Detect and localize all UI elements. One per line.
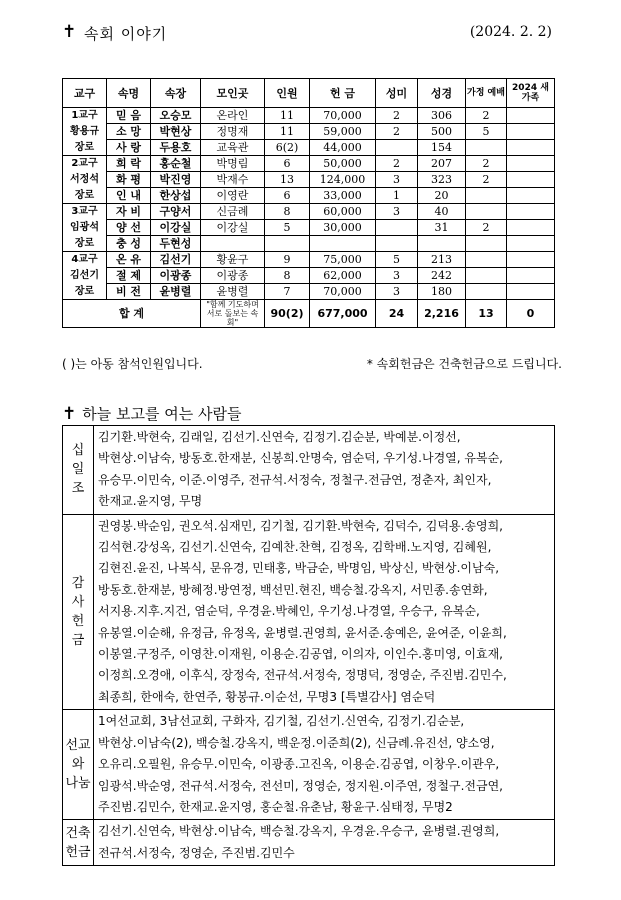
meeting-place-cell: 박명림 bbox=[201, 156, 265, 172]
meeting-place-cell: 신금례 bbox=[201, 204, 265, 220]
table-cell bbox=[507, 236, 555, 252]
donor-group-row bbox=[63, 820, 555, 866]
table-cell bbox=[507, 188, 555, 204]
donor-names-line: 한재교.윤지영, 무명 bbox=[98, 494, 203, 509]
table-cell: 11 bbox=[265, 108, 310, 124]
table-cell: 242 bbox=[418, 268, 466, 284]
donor-names-line: 김석현.강성옥, 김선기.신연숙, 김예찬.찬혁, 김정옥, 김학배.노지영, 김혜원, bbox=[98, 540, 492, 555]
offering-cell: 44,000 bbox=[310, 140, 376, 156]
table-cell: 180 bbox=[418, 284, 466, 300]
donor-names-line: 1여선교회, 3남선교회, 구화자, 김기철, 김선기.신연숙, 김정기.김순분, bbox=[98, 714, 465, 729]
col-header: 성경 bbox=[418, 79, 466, 108]
col-header: 교구 bbox=[63, 79, 107, 108]
table-cell: 6(2) bbox=[265, 140, 310, 156]
table-row bbox=[63, 188, 555, 204]
district-cell: 4교구 bbox=[63, 252, 107, 268]
donor-names-line: 박현상.이남숙, 방동호.한재분, 신봉희.안명숙, 염순덕, 우기성.나경열, 유복순, bbox=[98, 451, 503, 466]
table-row bbox=[63, 172, 555, 188]
table-cell bbox=[507, 124, 555, 140]
table-row bbox=[63, 124, 555, 140]
table-cell: 3 bbox=[376, 268, 418, 284]
table-row bbox=[63, 252, 555, 268]
donor-names bbox=[94, 820, 555, 866]
table-cell: 2 bbox=[376, 156, 418, 172]
group-name-cell: 온 유 bbox=[107, 252, 151, 268]
district-cell: 장로 bbox=[63, 284, 107, 300]
donor-names bbox=[94, 426, 555, 515]
table-row bbox=[63, 236, 555, 252]
leader-cell: 구양서 bbox=[151, 204, 201, 220]
cross-icon: ✝ bbox=[62, 404, 77, 424]
table-cell bbox=[507, 220, 555, 236]
category-label-part: 와 bbox=[71, 757, 85, 773]
category-label-part: 감 bbox=[71, 575, 85, 591]
table-cell bbox=[507, 172, 555, 188]
table-cell: 2 bbox=[466, 156, 507, 172]
table-cell: 20 bbox=[418, 188, 466, 204]
meeting-place-cell: 교육관 bbox=[201, 140, 265, 156]
section-title: 하늘 보고를 여는 사람들 bbox=[82, 405, 242, 423]
leader-cell: 한상섭 bbox=[151, 188, 201, 204]
donor-names-line: 권영봉.박순임, 권오석.심재민, 김기철, 김기환.박현숙, 김덕수, 김덕용.송영희, bbox=[98, 518, 503, 533]
donor-names-line: 서지용.지후.지건, 염순덕, 우경윤.박혜인, 우기성.나경열, 우승구, 유복순, bbox=[98, 604, 480, 619]
district-cell: 장로 bbox=[63, 188, 107, 204]
category-label-part: 금 bbox=[71, 632, 85, 648]
table-cell: 2 bbox=[466, 108, 507, 124]
table-header-row bbox=[63, 79, 555, 108]
table-cell: 6 bbox=[265, 156, 310, 172]
donor-group-row bbox=[63, 514, 555, 710]
group-name-cell: 인 내 bbox=[107, 188, 151, 204]
cross-icon: ✝ bbox=[62, 22, 77, 42]
page-title: 속회 이야기 bbox=[84, 25, 168, 43]
meeting-place-cell: 온라인 bbox=[201, 108, 265, 124]
donor-category-label bbox=[63, 426, 94, 515]
col-header: 인원 bbox=[265, 79, 310, 108]
table-cell bbox=[466, 140, 507, 156]
table-row bbox=[63, 156, 555, 172]
district-cell: 황용규 bbox=[63, 124, 107, 140]
meeting-place-cell: 박재수 bbox=[201, 172, 265, 188]
table-cell: 8 bbox=[265, 204, 310, 220]
category-label-part: 조 bbox=[71, 481, 85, 497]
donor-group-row bbox=[63, 710, 555, 820]
meeting-place-cell: 윤병렬 bbox=[201, 284, 265, 300]
offering-cell bbox=[310, 236, 376, 252]
group-name-cell: 자 비 bbox=[107, 204, 151, 220]
page-header bbox=[62, 22, 552, 46]
table-row bbox=[63, 220, 555, 236]
donor-names-line: 오유리.오필원, 유승무.이민숙, 이광종.고진옥, 이용순.김공엽, 이창우.이관우, bbox=[98, 757, 500, 772]
donor-names-line: 김현진.윤진, 나복식, 문유경, 민태홍, 박금순, 박명임, 박상신, 박현상.이남숙, bbox=[98, 561, 500, 576]
table-cell bbox=[466, 252, 507, 268]
table-cell bbox=[418, 236, 466, 252]
col-header: 가정 예배 bbox=[466, 79, 507, 108]
donor-names-line: 박현상.이남숙(2), 백승철.강옥지, 백운정.이준희(2), 신금례.유진선, 양소영, bbox=[98, 735, 495, 750]
offering-cell: 30,000 bbox=[310, 220, 376, 236]
table-cell bbox=[376, 236, 418, 252]
offering-cell: 70,000 bbox=[310, 284, 376, 300]
table-cell bbox=[507, 108, 555, 124]
donor-names-line: 김선기.신연숙, 박현상.이남숙, 백승철.강옥지, 우경윤.우승구, 윤병렬.권영희, bbox=[98, 824, 500, 839]
group-name-cell: 화 평 bbox=[107, 172, 151, 188]
donor-names-line: 임광석.박순영, 전규석.서정숙, 전선미, 정영순, 정지원.이주연, 정철구.전금연, bbox=[98, 778, 503, 793]
district-cell: 장로 bbox=[63, 236, 107, 252]
section-heading bbox=[62, 403, 241, 424]
table-cell: 2 bbox=[376, 124, 418, 140]
category-label-part: 선교 bbox=[65, 738, 91, 754]
table-cell: 9 bbox=[265, 252, 310, 268]
table-row bbox=[63, 108, 555, 124]
donor-names-line: 주진범.김민수, 한재교.윤지영, 홍순철.유춘남, 황윤구.심태정, 무명2 bbox=[98, 799, 453, 814]
table-cell bbox=[507, 140, 555, 156]
offering-cell: 60,000 bbox=[310, 204, 376, 220]
table-cell: 5 bbox=[466, 124, 507, 140]
donor-names-line: 전규석.서정숙, 정영순, 주진범.김민수 bbox=[98, 845, 295, 860]
table-cell: 31 bbox=[418, 220, 466, 236]
group-name-cell: 절 제 bbox=[107, 268, 151, 284]
table-row bbox=[63, 284, 555, 300]
table-cell: 3 bbox=[376, 284, 418, 300]
table-cell: 154 bbox=[418, 140, 466, 156]
leader-cell: 오승모 bbox=[151, 108, 201, 124]
donor-names-line: 이봉열.구정주, 이영찬.이재원, 이용순.김공엽, 이의자, 이인수.홍미영, 이효재, bbox=[98, 647, 503, 662]
group-name-cell: 충 성 bbox=[107, 236, 151, 252]
meeting-place-cell: 이영란 bbox=[201, 188, 265, 204]
category-label-part: 헌금 bbox=[65, 844, 91, 860]
table-cell bbox=[507, 204, 555, 220]
table-cell bbox=[466, 268, 507, 284]
leader-cell: 이강실 bbox=[151, 220, 201, 236]
table-row bbox=[63, 268, 555, 284]
col-header: 속명 bbox=[107, 79, 151, 108]
donor-names-line: 유승무.이민숙, 이준.이영주, 전규석.서정숙, 정철구.전금연, 정춘자, 최인자, bbox=[98, 472, 492, 487]
category-label-part: 십 bbox=[71, 443, 85, 459]
offering-cell: 75,000 bbox=[310, 252, 376, 268]
total-value: 90(2) bbox=[265, 300, 310, 328]
group-name-cell: 양 선 bbox=[107, 220, 151, 236]
group-name-cell: 믿 음 bbox=[107, 108, 151, 124]
total-value: 677,000 bbox=[310, 300, 376, 328]
category-label-part: 사 bbox=[71, 594, 85, 610]
leader-cell: 김선기 bbox=[151, 252, 201, 268]
district-cell: 서정석 bbox=[63, 172, 107, 188]
donor-names-line: 유봉열.이순해, 유정금, 유정옥, 윤병렬.권영희, 윤서준.송예은, 윤여준, 이윤희, bbox=[98, 625, 507, 640]
table-cell: 40 bbox=[418, 204, 466, 220]
donor-category-label bbox=[63, 710, 94, 820]
table-cell bbox=[376, 220, 418, 236]
district-cell: 3교구 bbox=[63, 204, 107, 220]
total-value: 24 bbox=[376, 300, 418, 328]
district-cell: 임광석 bbox=[63, 220, 107, 236]
table-cell: 323 bbox=[418, 172, 466, 188]
table-cell bbox=[507, 156, 555, 172]
table-cell: 8 bbox=[265, 268, 310, 284]
total-label: 합 계 bbox=[63, 300, 201, 328]
table-cell: 7 bbox=[265, 284, 310, 300]
group-name-cell: 희 락 bbox=[107, 156, 151, 172]
table-cell: 5 bbox=[265, 220, 310, 236]
leader-cell: 윤병렬 bbox=[151, 284, 201, 300]
table-cell: 6 bbox=[265, 188, 310, 204]
table-row bbox=[63, 204, 555, 220]
table-cell bbox=[466, 284, 507, 300]
total-row bbox=[63, 300, 555, 328]
meeting-place-cell: 이강실 bbox=[201, 220, 265, 236]
table-cell: 500 bbox=[418, 124, 466, 140]
table-cell: 3 bbox=[376, 172, 418, 188]
table-cell bbox=[507, 268, 555, 284]
meeting-place-cell bbox=[201, 236, 265, 252]
table-cell bbox=[507, 252, 555, 268]
leader-cell: 박현상 bbox=[151, 124, 201, 140]
col-header: 속장 bbox=[151, 79, 201, 108]
col-header: 헌 금 bbox=[310, 79, 376, 108]
table-cell bbox=[466, 188, 507, 204]
total-value: 13 bbox=[466, 300, 507, 328]
offering-cell: 50,000 bbox=[310, 156, 376, 172]
motto-cell: "함께 기도하며 서로 돌보는 속회" bbox=[201, 300, 265, 328]
table-cell: 2 bbox=[376, 108, 418, 124]
donor-names-line: 최종희, 한애숙, 한연주, 황봉규.이순선, 무명3 [특별감사] 염순덕 bbox=[98, 689, 436, 704]
district-cell: 2교구 bbox=[63, 156, 107, 172]
offering-cell: 62,000 bbox=[310, 268, 376, 284]
col-header: 모인곳 bbox=[201, 79, 265, 108]
total-value: 2,216 bbox=[418, 300, 466, 328]
table-cell bbox=[265, 236, 310, 252]
donor-names bbox=[94, 514, 555, 710]
district-cell: 1교구 bbox=[63, 108, 107, 124]
donor-names-line: 방동호.한재분, 방혜정.방연정, 백선민.현진, 백승철.강옥지, 서민종.송연화, bbox=[98, 582, 488, 597]
category-label-part: 건축 bbox=[65, 825, 91, 841]
table-cell: 2 bbox=[466, 172, 507, 188]
table-cell bbox=[507, 284, 555, 300]
table-row bbox=[63, 140, 555, 156]
leader-cell: 두현성 bbox=[151, 236, 201, 252]
meeting-place-cell: 정명재 bbox=[201, 124, 265, 140]
table-cell: 2 bbox=[466, 220, 507, 236]
offering-cell: 70,000 bbox=[310, 108, 376, 124]
leader-cell: 박진영 bbox=[151, 172, 201, 188]
meeting-place-cell: 황윤구 bbox=[201, 252, 265, 268]
donor-category-label bbox=[63, 514, 94, 710]
col-header: 2024 새가족 bbox=[507, 79, 555, 108]
table-cell: 1 bbox=[376, 188, 418, 204]
offering-cell: 124,000 bbox=[310, 172, 376, 188]
table-cell: 306 bbox=[418, 108, 466, 124]
offering-donors-table bbox=[62, 425, 555, 866]
group-name-cell: 비 전 bbox=[107, 284, 151, 300]
donor-category-label bbox=[63, 820, 94, 866]
col-header: 성미 bbox=[376, 79, 418, 108]
district-cell: 김선기 bbox=[63, 268, 107, 284]
table-cell: 213 bbox=[418, 252, 466, 268]
category-label-part: 헌 bbox=[71, 613, 85, 629]
leader-cell: 두용호 bbox=[151, 140, 201, 156]
table-cell: 3 bbox=[376, 204, 418, 220]
donor-names-line: 이정희.오경애, 이후식, 장정숙, 전규석.서정숙, 정명덕, 정영순, 주진범.김민수, bbox=[98, 668, 507, 683]
child-count-note: ( )는 아동 참석인원입니다. bbox=[62, 357, 203, 371]
category-label-part: 나눔 bbox=[65, 776, 91, 792]
meeting-place-cell: 이광종 bbox=[201, 268, 265, 284]
leader-cell: 이광종 bbox=[151, 268, 201, 284]
table-cell bbox=[466, 204, 507, 220]
district-cell: 장로 bbox=[63, 140, 107, 156]
category-label-part: 일 bbox=[71, 462, 85, 478]
offering-cell: 59,000 bbox=[310, 124, 376, 140]
group-name-cell: 소 망 bbox=[107, 124, 151, 140]
donor-group-row bbox=[63, 426, 555, 515]
table-cell: 13 bbox=[265, 172, 310, 188]
cell-group-report-table bbox=[62, 78, 555, 328]
total-value: 0 bbox=[507, 300, 555, 328]
donor-names bbox=[94, 710, 555, 820]
table-cell bbox=[466, 236, 507, 252]
report-date: (2024. 2. 2) bbox=[469, 24, 552, 40]
donor-names-line: 김기환.박현숙, 김래일, 김선기.신연숙, 김정기.김순분, 박예분.이정선, bbox=[98, 430, 461, 444]
group-name-cell: 사 랑 bbox=[107, 140, 151, 156]
table-cell: 11 bbox=[265, 124, 310, 140]
offering-note: * 속회헌금은 건축헌금으로 드립니다. bbox=[366, 357, 562, 371]
table-cell bbox=[376, 140, 418, 156]
table-cell: 207 bbox=[418, 156, 466, 172]
offering-cell: 33,000 bbox=[310, 188, 376, 204]
table-cell: 5 bbox=[376, 252, 418, 268]
leader-cell: 홍순철 bbox=[151, 156, 201, 172]
